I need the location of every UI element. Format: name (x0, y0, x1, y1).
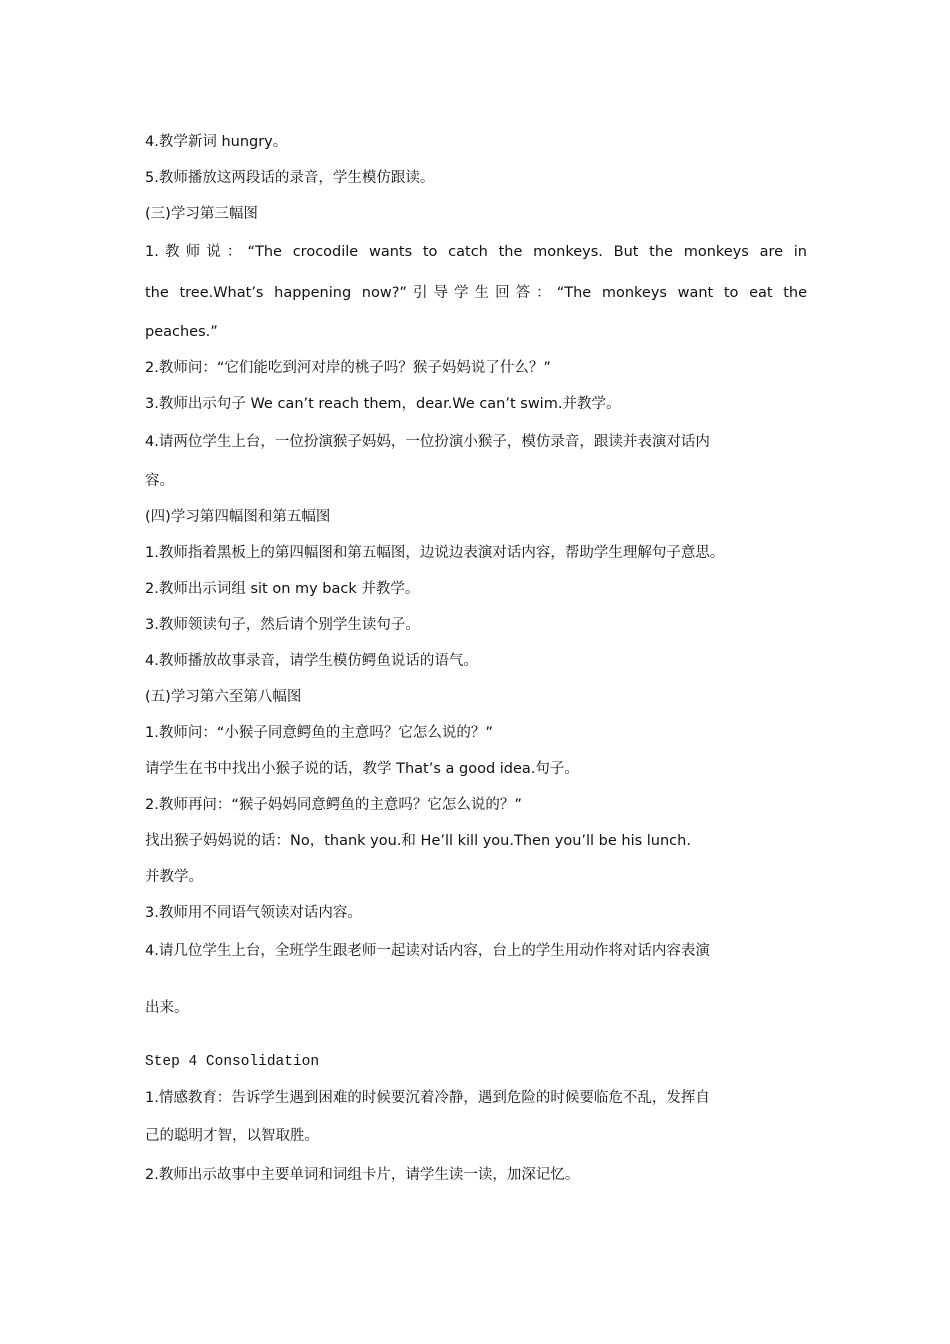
paragraph-line: 4.教学新词 hungry。 (145, 134, 288, 150)
section-heading: (五)学习第六至第八幅图 (145, 689, 302, 705)
paragraph-line: 1.教师指着黑板上的第四幅图和第五幅图，边说边表演对话内容，帮助学生理解句子意思。 (145, 545, 725, 561)
paragraph-line: 4.请两位学生上台，一位扮演猴子妈妈，一位扮演小猴子，模仿录音，跟读并表演对话内 (145, 434, 710, 450)
step-heading: Step 4 Consolidation (145, 1054, 320, 1070)
paragraph-line: 3.教师领读句子，然后请个别学生读句子。 (145, 617, 420, 633)
paragraph-line: 容。 (145, 473, 174, 489)
document-body (145, 124, 807, 1193)
paragraph-line: 4.教师播放故事录音，请学生模仿鳄鱼说话的语气。 (145, 653, 478, 669)
paragraph-line: 2.教师问：“它们能吃到河对岸的桃子吗？猴子妈妈说了什么？” (145, 360, 551, 376)
paragraph-line: 4.请几位学生上台，全班学生跟老师一起读对话内容，台上的学生用动作将对话内容表演 (145, 943, 710, 959)
paragraph-line: 并教学。 (145, 869, 203, 885)
section-heading: (三)学习第三幅图 (145, 206, 258, 222)
paragraph-line: 3.教师用不同语气领读对话内容。 (145, 905, 362, 921)
paragraph-line: 2.教师出示故事中主要单词和词组卡片，请学生读一读，加深记忆。 (145, 1167, 580, 1183)
paragraph-line: the tree.What’s happening now?”引导学生回答：“The monkeys want to eat the (145, 285, 807, 301)
paragraph-line: 1.情感教育：告诉学生遇到困难的时候要沉着冷静，遇到危险的时候要临危不乱，发挥自 (145, 1090, 710, 1106)
paragraph-line: 5.教师播放这两段话的录音，学生模仿跟读。 (145, 170, 435, 186)
section-heading: (四)学习第四幅图和第五幅图 (145, 509, 331, 525)
paragraph-line: 2.教师再问：“猴子妈妈同意鳄鱼的主意吗？它怎么说的？” (145, 797, 522, 813)
paragraph-line: 1.教师问：“小猴子同意鳄鱼的主意吗？它怎么说的？” (145, 725, 493, 741)
paragraph-line: 出来。 (145, 1000, 189, 1016)
paragraph-line: 2.教师出示词组 sit on my back 并教学。 (145, 581, 420, 597)
paragraph-line: 请学生在书中找出小猴子说的话，教学 That’s a good idea.句子。 (145, 761, 579, 777)
paragraph-line: 找出猴子妈妈说的话：No，thank you.和 He’ll kill you.Then you’ll be his lunch. (145, 833, 691, 849)
paragraph-line: peaches.” (145, 324, 218, 340)
paragraph-line: 己的聪明才智，以智取胜。 (145, 1128, 319, 1144)
paragraph-line: 3.教师出示句子 We can’t reach them，dear.We can’t swim.并教学。 (145, 396, 621, 412)
paragraph-line: 1.教师说：“The crocodile wants to catch the monkeys. But the monkeys are in (145, 244, 807, 260)
